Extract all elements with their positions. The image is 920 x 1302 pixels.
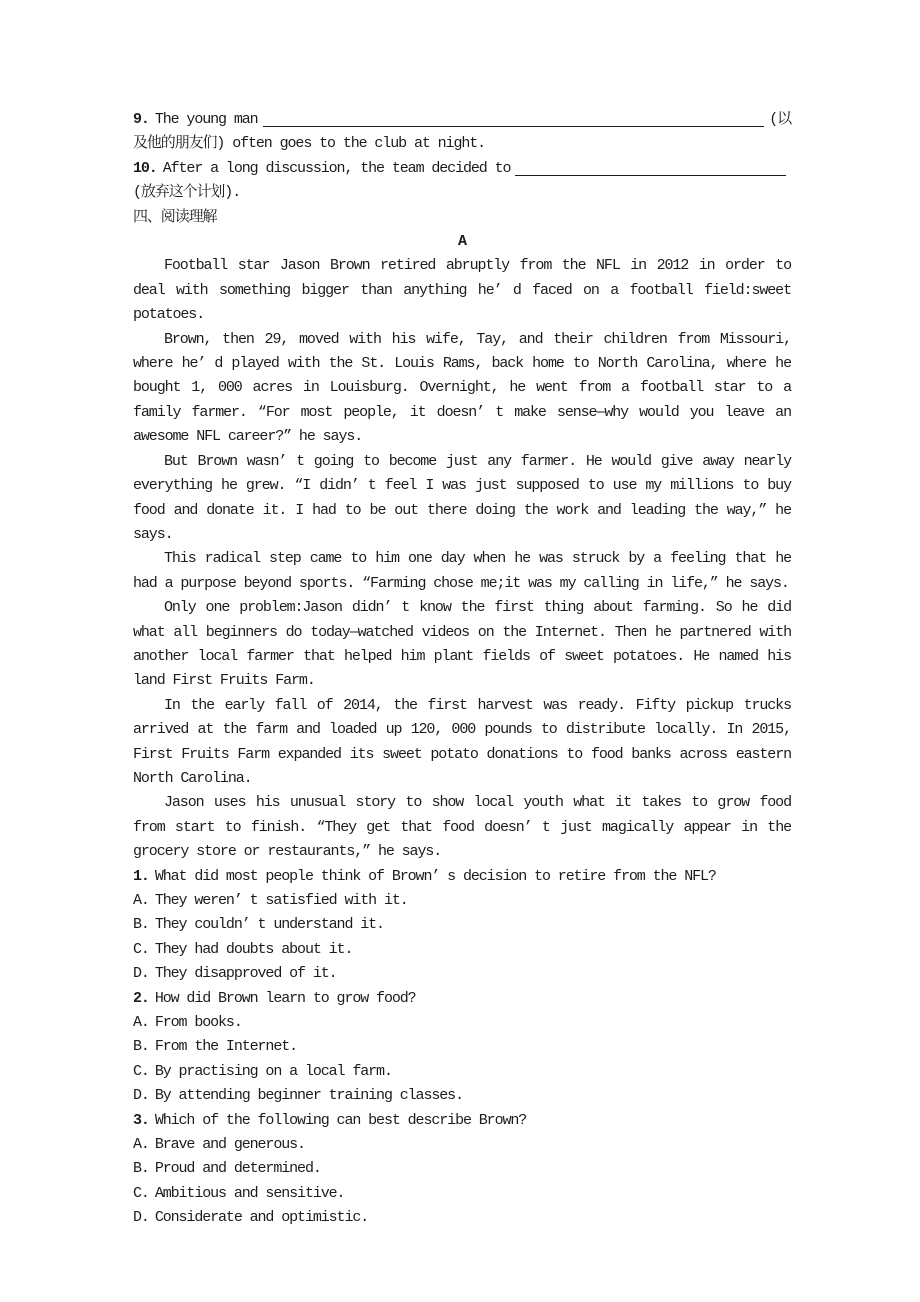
- question-1: [133, 865, 791, 889]
- option-letter: D.: [133, 1209, 149, 1227]
- question-number: 3.: [133, 1111, 149, 1129]
- question-text: Which of the following can best describe Brown?: [154, 1111, 527, 1129]
- passage-paragraph: Jason uses his unusual story to show local youth what it takes to grow food from start to finish. “They get that food doesn’ t just magically appear in the grocery store or restaurants,” he says.: [133, 794, 791, 861]
- option-letter: C.: [133, 1062, 149, 1080]
- question-3-option-c: [133, 1182, 791, 1206]
- answer-blank: [263, 108, 765, 127]
- fill-blank-item-9-continued: 及他的朋友们) often goes to the club at night.: [133, 135, 486, 153]
- answer-blank: [515, 157, 786, 176]
- question-3-option-b: [133, 1157, 791, 1181]
- item-text-tail: (以: [769, 111, 791, 128]
- question-2-option-b: [133, 1035, 791, 1059]
- option-text: By attending beginner training classes.: [154, 1087, 463, 1105]
- question-1-option-b: [133, 913, 791, 937]
- option-letter: C.: [133, 1184, 149, 1202]
- question-2-option-a: [133, 1011, 791, 1035]
- option-text: From books.: [154, 1014, 242, 1032]
- option-letter: B.: [133, 916, 149, 934]
- option-letter: A.: [133, 1014, 149, 1032]
- question-3-option-d: [133, 1206, 791, 1230]
- question-1-option-d: [133, 962, 791, 986]
- question-3-option-a: [133, 1133, 791, 1157]
- option-text: Proud and determined.: [154, 1160, 321, 1178]
- option-letter: A.: [133, 1136, 149, 1154]
- passage-paragraph: This radical step came to him one day when he was struck by a feeling that he had a purpose beyond sports. “Farming chose me;it was my calling in life,” he says.: [133, 550, 791, 592]
- option-letter: C.: [133, 940, 149, 958]
- passage-paragraph: Only one problem:Jason didn’ t know the first thing about farming. So he did what all beginners do today—watched videos on the Internet. Then he partnered with another local farmer that helped him plant fields of sweet potatoes. He named his land First Fruits Farm.: [133, 599, 791, 690]
- passage-label: A: [458, 233, 466, 251]
- option-text: By practising on a local farm.: [154, 1062, 392, 1080]
- option-text: Brave and generous.: [154, 1136, 305, 1154]
- fill-blank-item-10-continued: (放弃这个计划).: [133, 184, 241, 202]
- option-text: They had doubts about it.: [154, 940, 353, 958]
- option-text: They couldn’ t understand it.: [154, 916, 384, 934]
- item-number: 9.: [133, 111, 149, 128]
- passage-paragraph: Football star Jason Brown retired abruptly from the NFL in 2012 in order to deal with something bigger than anything he’ d faced on a football field:sweet potatoes.: [133, 257, 791, 324]
- option-letter: B.: [133, 1038, 149, 1056]
- option-letter: D.: [133, 965, 149, 983]
- option-letter: A.: [133, 892, 149, 909]
- option-text: From the Internet.: [154, 1038, 298, 1056]
- question-text: How did Brown learn to grow food?: [154, 989, 416, 1007]
- passage-paragraph: But Brown wasn’ t going to become just any farmer. He would give away nearly everything he grew. “I didn’ t feel I was just supposed to use my millions to buy food and donate it. I had to be out there doing the work and leading the way,” he says.: [133, 452, 791, 543]
- question-2-option-d: [133, 1084, 791, 1108]
- option-letter: B.: [133, 1160, 149, 1178]
- fill-blank-item-9: [133, 108, 791, 132]
- item-text: The young man: [154, 111, 258, 128]
- option-text: They disapproved of it.: [154, 965, 337, 983]
- option-text: Ambitious and sensitive.: [154, 1184, 345, 1202]
- option-text: Considerate and optimistic.: [154, 1209, 369, 1227]
- fill-blank-item-10: [133, 157, 791, 181]
- passage-paragraph: In the early fall of 2014, the first harvest was ready. Fifty pickup trucks arrived at the farm and loaded up 120, 000 pounds to distribute locally. In 2015, First Fruits Farm expanded its sweet potato donations to food banks across eastern North Carolina.: [133, 696, 791, 787]
- item-text: After a long discussion, the team decided to: [162, 159, 511, 177]
- item-number: 10.: [133, 159, 157, 177]
- question-number: 1.: [133, 867, 149, 885]
- question-text: What did most people think of Brown’ s decision to retire from the NFL?: [154, 867, 716, 885]
- question-number: 2.: [133, 989, 149, 1007]
- option-text: They weren’ t satisfied with it.: [154, 892, 408, 909]
- question-1-option-c: [133, 938, 791, 962]
- document-page: [133, 108, 791, 1231]
- question-2: [133, 987, 791, 1011]
- option-letter: D.: [133, 1087, 149, 1105]
- passage-paragraph: Brown, then 29, moved with his wife, Tay, and their children from Missouri, where he’ d played with the St. Louis Rams, back home to North Carolina, where he bought 1, 000 acres in Louisburg. Overnight, he went from a football star to a family farmer. “For most people, it doesn’ t make sense—why would you leave an awesome NFL career?” he says.: [133, 330, 791, 446]
- section-heading: 四、阅读理解: [133, 208, 217, 226]
- question-3: [133, 1109, 791, 1133]
- question-1-option-a: [133, 889, 791, 913]
- question-2-option-c: [133, 1060, 791, 1084]
